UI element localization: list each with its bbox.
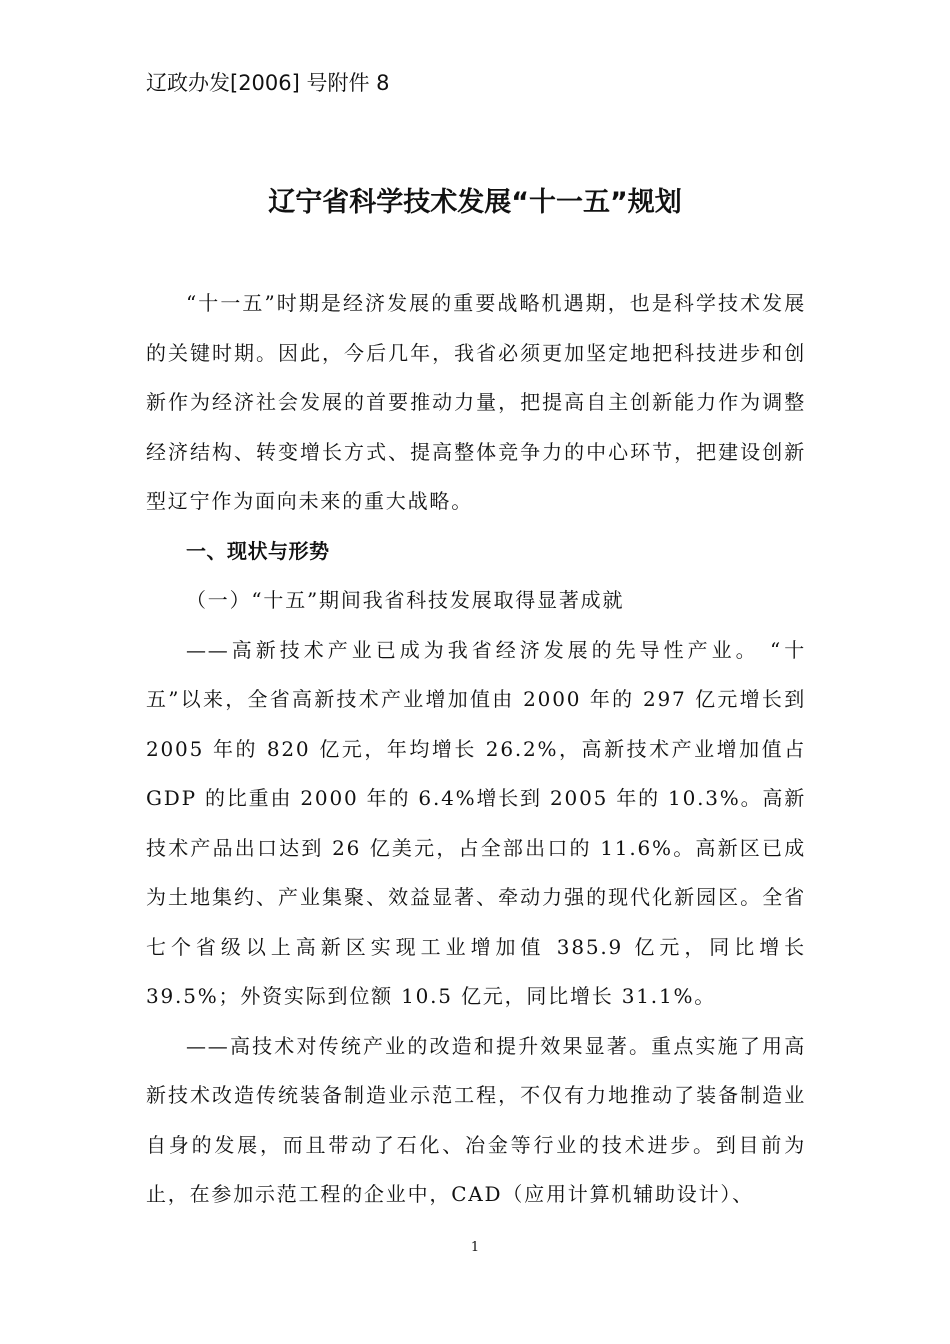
page-number: 1 — [470, 1240, 480, 1255]
body-paragraph: ——高技术对传统产业的改造和提升效果显著。重点实施了用高新技术改造传统装备制造业示范工程，不仅有力地推动了装备制造业自身的发展，而且带动了石化、冶金等行业的技术进步。到目前为止，在参加示范工程的企业中，CAD（应用计算机辅助设计）、 — [146, 1033, 806, 1206]
document-title: 辽宁省科学技术发展“十一五”规划 — [268, 187, 682, 218]
document-reference-number: 辽政办发[2006] 号附件 8 — [146, 71, 390, 95]
body-paragraph: ——高新技术产业已成为我省经济发展的先导性产业。 “十五”以来，全省高新技术产业增加值由 2000 年的 297 亿元增长到 2005 年的 820 亿元，年均增长 26.2%，高新技术产业增加值占 GDP 的比重由 2000 年的 6.4%增长到 2005 年的 10.3%。高新技术产品出口达到 26 亿美元，占全部出口的 11.6%。高新区已成为土地集约、产业集聚、效益显著、牵动力强的现代化新园区。全省七个省级以上高新区实现工业增加值 385.9 亿元，同比增长 39.5%；外资实际到位额 10.5 亿元，同比增长 31.1%。 — [146, 637, 806, 1008]
intro-paragraph: “十一五”时期是经济发展的重要战略机遇期，也是科学技术发展的关键时期。因此，今后几年，我省必须更加坚定地把科技进步和创新作为经济社会发展的首要推动力量，把提高自主创新能力作为调整经济结构、转变增长方式、提高整体竞争力的中心环节，把建设创新型辽宁作为面向未来的重大战略。 — [146, 291, 806, 513]
document-body — [146, 279, 806, 1220]
subsection-heading: （一）“十五”期间我省科技发展取得显著成就 — [186, 588, 625, 612]
section-heading: 一、现状与形势 — [186, 538, 330, 563]
